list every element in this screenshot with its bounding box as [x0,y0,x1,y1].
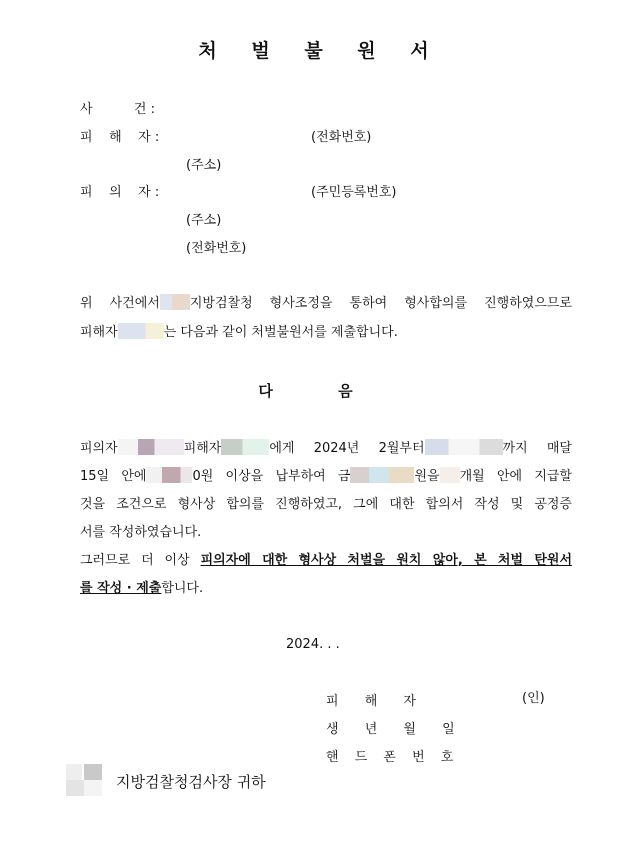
document-title: 처 벌 불 원 서 [198,40,443,62]
redacted-block [146,467,192,483]
redacted-block [350,467,414,483]
redacted-block [160,294,190,310]
signature-dob-label: 생 년 월 일 [326,722,466,737]
redacted-block [118,439,184,455]
submission-date: 2024. . . [286,637,340,652]
details-line-3: 것을 조건으로 형사상 합의를 진행하였고, 그에 대한 합의서 작성 및 공정증 [80,497,572,512]
suspect-address-label: (주소) [186,213,222,228]
details-line-2: 15일 안에 0원 이상을 납부하여 금 원을 개월 안에 지급할 [80,469,572,484]
suspect-phone-label: (전화번호) [186,241,247,256]
seal-mark: (인) [522,691,545,706]
addressee: 지방검찰청검사장 귀하 [116,773,266,791]
redacted-block [66,764,116,796]
signature-victim-label: 피 해 자 [326,694,427,709]
redacted-block [440,467,460,483]
redacted-block [425,439,503,455]
details-line-5: 그러므로 더 이상 피의자에 대한 형사상 처벌을 원치 않아, 본 처벌 탄원서 [80,553,572,568]
details-line-4: 서를 작성하였습니다. [80,525,202,540]
suspect-label: 피 의 자 : [80,185,160,200]
victim-address-label: (주소) [186,158,222,173]
redacted-block [221,439,269,455]
suspect-rrn-label: (주민등록번호) [311,185,397,200]
case-label: 사 건 : [80,102,155,117]
section-heading: 다 음 [258,382,383,400]
victim-phone-label: (전화번호) [311,130,372,145]
victim-label: 피 해 자 : [80,130,160,145]
details-line-6: 를 작성 · 제출합니다. [80,581,204,596]
redacted-block [118,323,164,339]
intro-line-2: 피해자 는 다음과 같이 처벌불원서를 제출합니다. [80,325,398,340]
details-line-1: 피의자 피해자 에게 2024년 2월부터 까지 매달 [80,441,572,456]
signature-mobile-label: 핸 드 폰 번 호 [326,750,460,765]
intro-line-1: 위 사건에서 지방검찰청 형사조정을 통하여 형사합의를 진행하였으므로 [80,296,572,311]
